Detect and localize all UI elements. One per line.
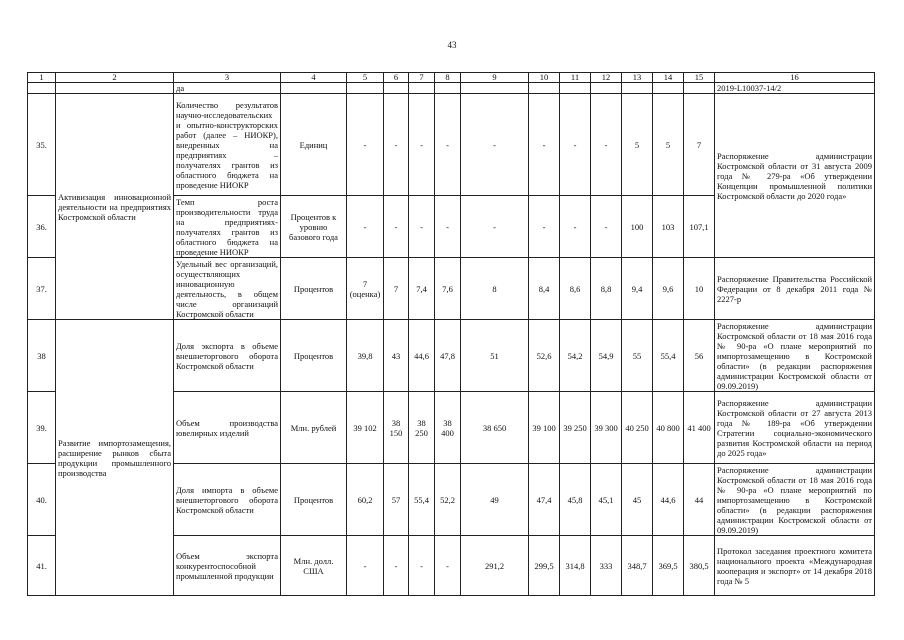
- doc-cell: Распоряжение Правительства Российской Федерации от 8 декабря 2011 года № 2227-р: [715, 258, 875, 320]
- unit-cell: Процентов: [281, 320, 347, 392]
- value-cell: 39 300: [591, 392, 622, 464]
- value-cell: -: [529, 94, 560, 196]
- header-cell: 3: [174, 73, 281, 83]
- doc-cell: 2019-L10037-14/2: [715, 83, 875, 94]
- value-cell: -: [461, 196, 529, 258]
- value-cell: -: [384, 196, 409, 258]
- row-number: 41.: [28, 536, 56, 596]
- indicators-table: [27, 72, 875, 596]
- value-cell: 39,8: [347, 320, 384, 392]
- value-cell: 49: [461, 464, 529, 536]
- doc-cell: Протокол заседания проектного комитета национального проекта «Международная кооперация и экспорт» от 14 декабря 2018 года № 5: [715, 536, 875, 596]
- header-cell: 16: [715, 73, 875, 83]
- value-cell: 47,4: [529, 464, 560, 536]
- value-cell: -: [560, 196, 591, 258]
- value-cell: -: [591, 94, 622, 196]
- value-cell: 45,8: [560, 464, 591, 536]
- value-cell: 9,4: [622, 258, 653, 320]
- header-cell: 14: [653, 73, 684, 83]
- header-cell: 1: [28, 73, 56, 83]
- value-cell: 7,6: [435, 258, 461, 320]
- unit-cell: Процентов: [281, 464, 347, 536]
- doc-cell: Распоряжение администрации Костромской области от 31 августа 2009 года № 279-ра «Об утверждении Концепции промышленной политики Костромской области до 2020 года»: [715, 94, 875, 258]
- value-cell: 9,6: [653, 258, 684, 320]
- header-cell: 15: [684, 73, 715, 83]
- row-number: 36.: [28, 196, 56, 258]
- value-cell: -: [461, 94, 529, 196]
- header-cell: 13: [622, 73, 653, 83]
- value-cell: -: [347, 196, 384, 258]
- indicator-cell: да: [174, 83, 281, 94]
- unit-cell: Процентов: [281, 258, 347, 320]
- unit-cell: Процентов к уровню базового года: [281, 196, 347, 258]
- indicator-cell: Доля импорта в объеме внешнеторгового оборота Костромской области: [174, 464, 281, 536]
- header-cell: 6: [384, 73, 409, 83]
- row-number: 37.: [28, 258, 56, 320]
- continuation-row: [28, 83, 875, 94]
- value-cell: -: [384, 536, 409, 596]
- header-cell: 4: [281, 73, 347, 83]
- value-cell: 39 100: [529, 392, 560, 464]
- value-cell: -: [347, 536, 384, 596]
- group-cell-innovation: Активизация инновационной деятельности на предприятиях Костромской области: [56, 94, 174, 320]
- indicator-cell: Объем производства ювелирных изделий: [174, 392, 281, 464]
- value-cell: 45: [622, 464, 653, 536]
- value-cell: 43: [384, 320, 409, 392]
- indicator-cell: Доля экспорта в объеме внешнеторгового оборота Костромской области: [174, 320, 281, 392]
- indicator-cell: Количество результатов научно-исследовательских и опытно-конструкторских работ (далее – НИОКР), внедренных на предприятиях – получателях грантов из областного бюджета на проведение НИОКР: [174, 94, 281, 196]
- unit-cell: Единиц: [281, 94, 347, 196]
- value-cell: 39 250: [560, 392, 591, 464]
- value-cell: 291,2: [461, 536, 529, 596]
- value-cell: 333: [591, 536, 622, 596]
- doc-cell: Распоряжение администрации Костромской области от 18 мая 2016 года № 90-ра «О плане мероприятий по импортозамещению в Костромской области» (в редакции распоряжения администрации Костромской области от 09.09.2019): [715, 320, 875, 392]
- unit-cell: Млн. долл. США: [281, 536, 347, 596]
- doc-cell: Распоряжение администрации Костромской области от 27 августа 2013 года № 189-ра «Об утверждении Стратегии социально-экономического развития Костромской области на период до 2025 года»: [715, 392, 875, 464]
- value-cell: 55,4: [409, 464, 435, 536]
- value-cell: 41 400: [684, 392, 715, 464]
- value-cell: 7: [384, 258, 409, 320]
- header-cell: 10: [529, 73, 560, 83]
- value-cell: 7,4: [409, 258, 435, 320]
- value-cell: -: [591, 196, 622, 258]
- row-number: 38: [28, 320, 56, 392]
- value-cell: 8: [461, 258, 529, 320]
- value-cell: -: [435, 94, 461, 196]
- table-row: [28, 94, 875, 196]
- value-cell: 52,6: [529, 320, 560, 392]
- value-cell: 44,6: [409, 320, 435, 392]
- value-cell: 38 650: [461, 392, 529, 464]
- header-cell: 5: [347, 73, 384, 83]
- row-number: 35.: [28, 94, 56, 196]
- indicator-cell: Темп роста производительности труда на предприятиях-получателях грантов из областного бюджета на проведение НИОКР: [174, 196, 281, 258]
- group-cell-import: Развитие импортозамещения, расширение рынков сбыта продукции промышленного производства: [56, 320, 174, 596]
- value-cell: 60,2: [347, 464, 384, 536]
- value-cell: 39 102: [347, 392, 384, 464]
- value-cell: -: [529, 196, 560, 258]
- value-cell: -: [435, 196, 461, 258]
- value-cell: 45,1: [591, 464, 622, 536]
- value-cell: 55,4: [653, 320, 684, 392]
- value-cell: 8,4: [529, 258, 560, 320]
- value-cell: 10: [684, 258, 715, 320]
- value-cell: -: [347, 94, 384, 196]
- page-number: 43: [447, 40, 457, 50]
- value-cell: 44,6: [653, 464, 684, 536]
- value-cell: 348,7: [622, 536, 653, 596]
- value-cell: 57: [384, 464, 409, 536]
- value-cell: 52,2: [435, 464, 461, 536]
- table-row: [28, 320, 875, 392]
- value-cell: 5: [622, 94, 653, 196]
- doc-cell: Распоряжение администрации Костромской области от 18 мая 2016 года № 90-ра «О плане мероприятий по импортозамещению в Костромской области» (в редакции распоряжения администрации Костромской области от 09.09.2019): [715, 464, 875, 536]
- value-cell: -: [560, 94, 591, 196]
- value-cell: 44: [684, 464, 715, 536]
- value-cell: 55: [622, 320, 653, 392]
- value-cell: 54,9: [591, 320, 622, 392]
- value-cell: 54,2: [560, 320, 591, 392]
- header-cell: 11: [560, 73, 591, 83]
- value-cell: 38 150: [384, 392, 409, 464]
- value-cell: 56: [684, 320, 715, 392]
- value-cell: 8,8: [591, 258, 622, 320]
- unit-cell: Млн. рублей: [281, 392, 347, 464]
- value-cell: 5: [653, 94, 684, 196]
- value-cell: 380,5: [684, 536, 715, 596]
- value-cell: 47,8: [435, 320, 461, 392]
- value-cell: -: [435, 536, 461, 596]
- value-cell: 103: [653, 196, 684, 258]
- header-cell: 9: [461, 73, 529, 83]
- value-cell: 8,6: [560, 258, 591, 320]
- header-cell: 7: [409, 73, 435, 83]
- indicator-cell: Удельный вес организаций, осуществляющих инновационную деятельность, в общем числе организаций Костромской области: [174, 258, 281, 320]
- value-cell: -: [409, 94, 435, 196]
- row-number: 39.: [28, 392, 56, 464]
- value-cell: 40 250: [622, 392, 653, 464]
- value-cell: 40 800: [653, 392, 684, 464]
- value-cell: 38 250: [409, 392, 435, 464]
- value-cell: 299,5: [529, 536, 560, 596]
- value-cell: 100: [622, 196, 653, 258]
- row-number: 40.: [28, 464, 56, 536]
- header-cell: 2: [56, 73, 174, 83]
- value-cell: 51: [461, 320, 529, 392]
- header-cell: 12: [591, 73, 622, 83]
- value-cell: 7: [684, 94, 715, 196]
- value-cell: -: [384, 94, 409, 196]
- value-cell: -: [409, 196, 435, 258]
- value-cell: -: [409, 536, 435, 596]
- value-cell: 369,5: [653, 536, 684, 596]
- value-cell: 7 (оценка): [347, 258, 384, 320]
- value-cell: 107,1: [684, 196, 715, 258]
- indicator-cell: Объем экспорта конкурентоспособной промышленной продукции: [174, 536, 281, 596]
- value-cell: 38 400: [435, 392, 461, 464]
- value-cell: 314,8: [560, 536, 591, 596]
- header-cell: 8: [435, 73, 461, 83]
- header-row: [28, 73, 875, 83]
